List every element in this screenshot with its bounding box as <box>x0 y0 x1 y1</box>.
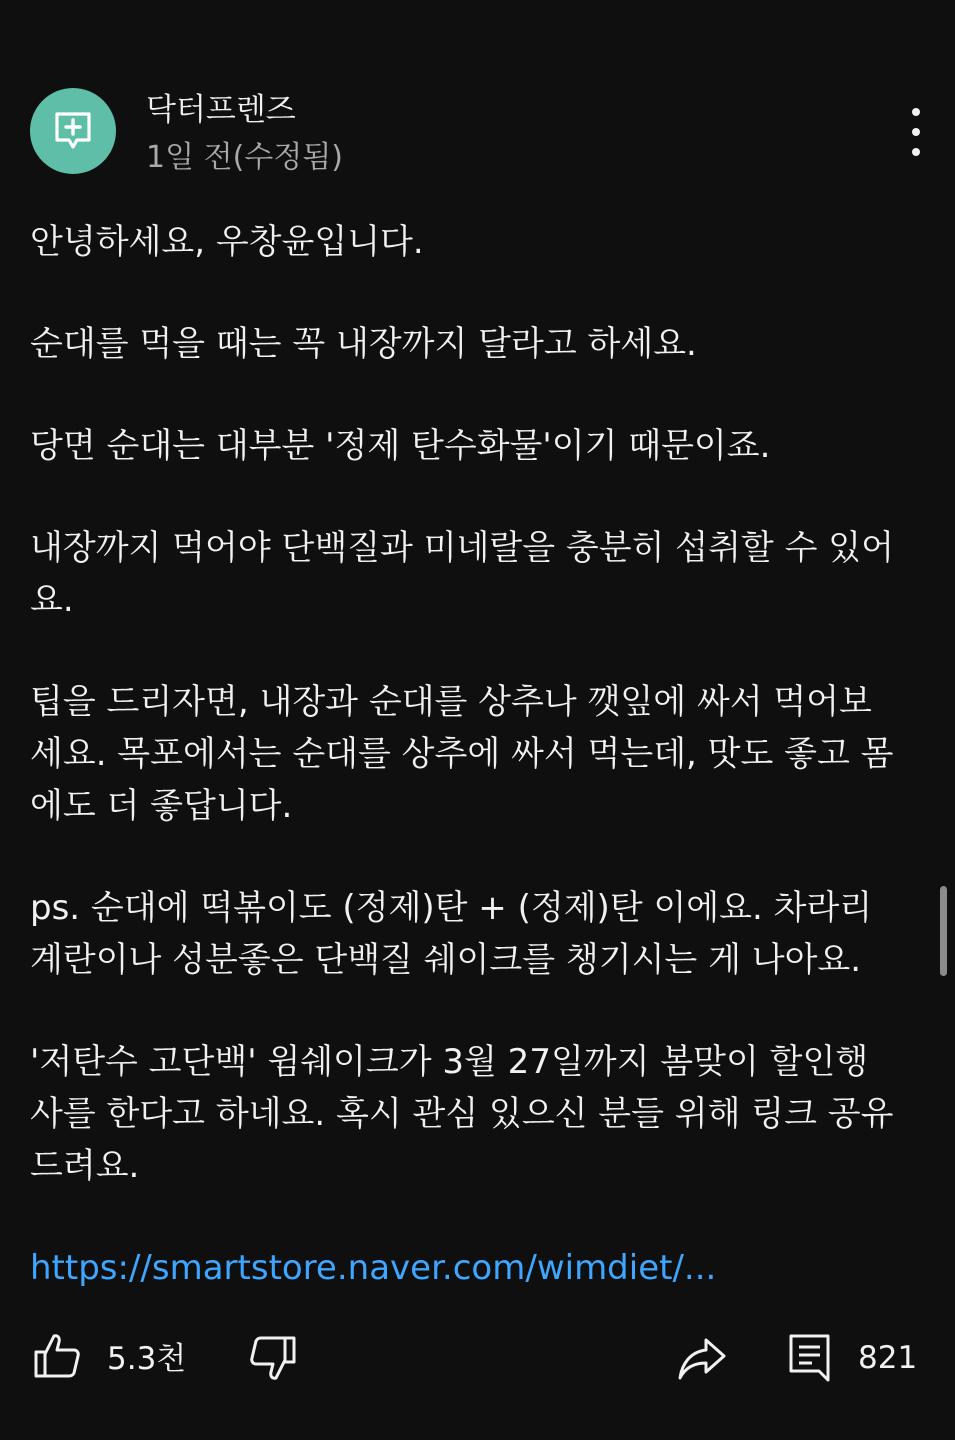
more-options-button[interactable] <box>898 108 934 156</box>
more-vertical-icon <box>912 108 920 116</box>
post-body <box>30 216 920 1294</box>
dislike-button[interactable] <box>248 1334 298 1384</box>
thumbs-down-icon <box>248 1334 298 1384</box>
post-paragraph: '저탄수 고단백' 윔쉐이크가 3월 27일까지 봄맞이 할인행 사를 한다고 하네요. 혹시 관심 있으신 분들 위해 링크 공유 드려요. <box>30 1042 894 1186</box>
comment-icon <box>788 1332 832 1384</box>
post-link[interactable]: https://smartstore.naver.com/wimdiet/... <box>30 1248 717 1288</box>
post-header <box>0 0 955 200</box>
post-paragraph: ps. 순대에 떡볶이도 (정제)탄 + (정제)탄 이에요. 차라리 계란이나 성분좋은 단백질 쉐이크를 챙기시는 게 나아요. <box>30 888 873 980</box>
post-timestamp: 1일 전(수정됨) <box>146 140 343 175</box>
post-paragraph: 당면 순대는 대부분 '정제 탄수화물'이기 때문이죠. <box>30 426 771 466</box>
like-button[interactable] <box>32 1330 186 1380</box>
comment-count: 821 <box>858 1340 918 1376</box>
post-paragraph: 순대를 먹을 때는 꼭 내장까지 달라고 하세요. <box>30 324 697 364</box>
medical-plus-chat-icon <box>53 110 93 152</box>
like-count: 5.3천 <box>107 1340 187 1377</box>
avatar[interactable] <box>30 88 116 174</box>
share-button[interactable] <box>676 1336 728 1382</box>
post-paragraph: 내장까지 먹어야 단백질과 미네랄을 충분히 섭취할 수 있어 요. <box>30 528 894 620</box>
channel-name[interactable]: 닥터프렌즈 <box>146 92 296 128</box>
thumbs-up-icon <box>32 1330 82 1380</box>
share-icon <box>676 1336 728 1382</box>
post-paragraph: 안녕하세요, 우창윤입니다. <box>30 222 424 262</box>
scrollbar[interactable] <box>940 886 947 976</box>
post-paragraph: 팁을 드리자면, 내장과 순대를 상추나 깻잎에 싸서 먹어보 세요. 목포에서는 순대를 상추에 싸서 먹는데, 맛도 좋고 몸 에도 더 좋답니다. <box>30 682 894 826</box>
action-bar <box>0 1330 955 1400</box>
comments-button[interactable] <box>788 1332 917 1384</box>
